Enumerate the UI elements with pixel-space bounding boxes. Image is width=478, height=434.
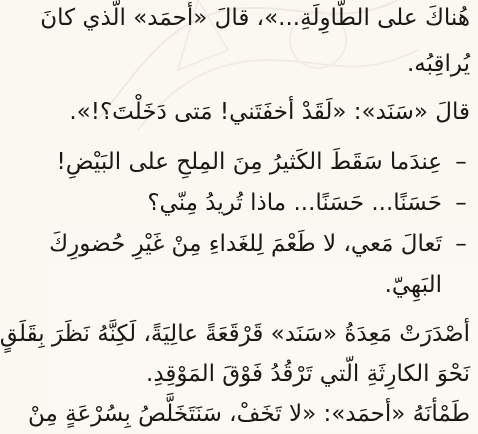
paragraph-line-4: أصْدَرَتْ مَعِدَةُ «سَنَد» قَرْقَعَةً عالِيَةً، لَكِنَّهُ نَظَرَ بِقَلَقٍ [0, 321, 470, 347]
dialogue-line-2: حَسَنًا... حَسَنًا... ماذا تُريدُ مِنّي؟ [147, 190, 442, 216]
paragraph-line-3: قالَ «سَنَد»: «لَقَدْ أخفَتَني! مَتى دَخَلْتَ؟!». [69, 99, 470, 125]
dialogue-dash-2: – [455, 190, 467, 216]
paragraph-line-6: طَمْأنَهُ «أحمَد»: «لا تَخَفْ، سَنَتَخَلَّصُ بِسُرْعَةٍ مِنْ [27, 401, 470, 427]
dialogue-dash-1: – [455, 149, 467, 175]
dialogue-line-1: عِندَما سَقَطَ الكَثيرُ مِنَ المِلحِ على البَيْضِ! [56, 149, 442, 175]
paragraph-line-2: يُراقِبُه. [406, 51, 470, 77]
paragraph-line-1: هُناكَ على الطّاوِلَةِ...»، قالَ «أحمَد» الّذي كانَ [40, 5, 470, 31]
dialogue-line-3-continued: البَهِيّ. [384, 272, 442, 298]
paragraph-line-5: نَحْوَ الكارِثَةِ الّتي تَرْقُدُ فَوْقَ المَوْقِدِ. [146, 361, 470, 387]
dialogue-line-3: تَعالَ مَعي، لا طَعْمَ لِلغَداءِ مِنْ غَيْرِ حُضورِكَ [49, 231, 442, 257]
dialogue-dash-3: – [455, 231, 467, 257]
